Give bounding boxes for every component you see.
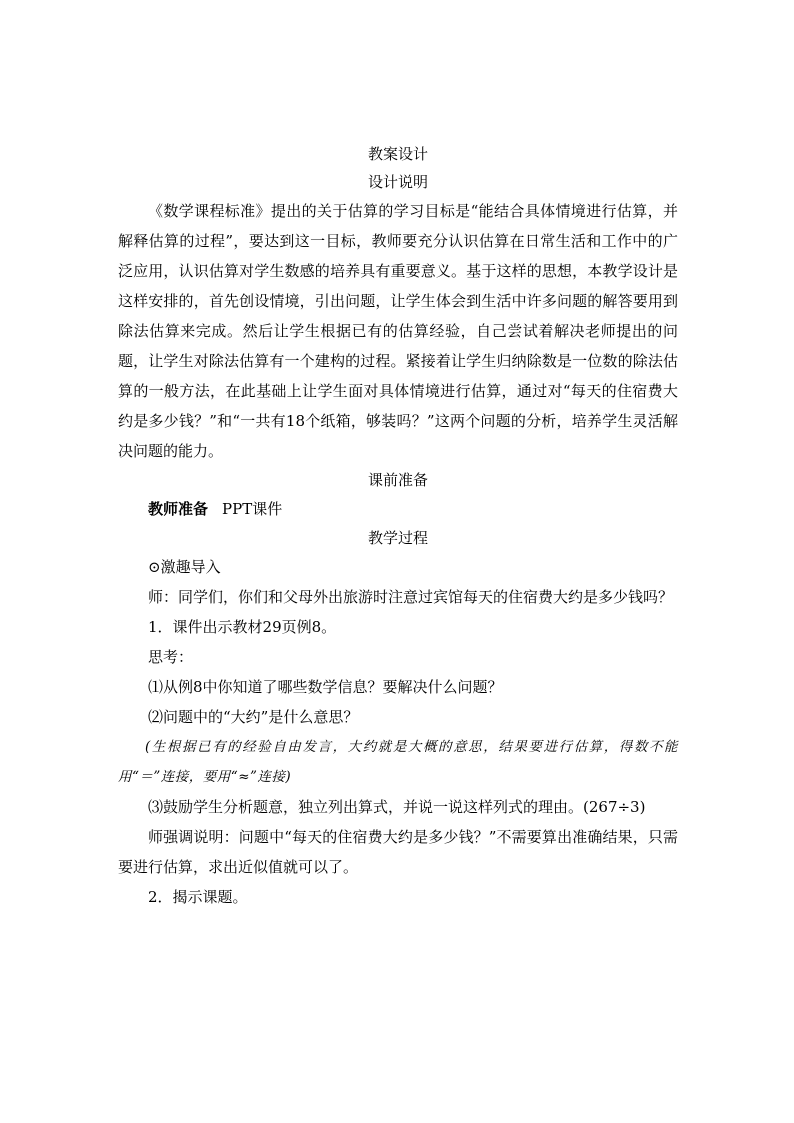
intro-heading: ⊙激趣导入 <box>148 558 221 576</box>
document-body <box>118 140 678 912</box>
question-3: ⑶鼓励学生分析题意，独立列出算式，并说一说这样列式的理由。(267÷3) <box>148 798 646 816</box>
think-label: 思考： <box>148 648 194 666</box>
preparation-line <box>118 494 678 524</box>
section-heading-design-note: 设计说明 <box>367 173 428 191</box>
page-title: 教案设计 <box>367 145 428 163</box>
section-heading-preparation: 课前准备 <box>367 471 428 489</box>
step-1: 1．课件出示教材29页例8。 <box>148 618 337 636</box>
step-2: 2．揭示课题。 <box>148 888 248 906</box>
prep-value: PPT课件 <box>222 500 283 518</box>
prep-label: 教师准备 <box>148 500 209 518</box>
design-paragraph: 《数学课程标准》提出的关于估算的学习目标是“能结合具体情境进行估算，并解释估算的过程”，要达到这一目标，教师要充分认识估算在日常生活和工作中的广泛应用，认识估算对学生数感的培养具有重要意义。基于这样的思想，本教学设计是这样安排的，首先创设情境，引出问题，让学生体会到生活中许多问题的解答要用到除法估算来完成。然后让学生根据已有的估算经验，自己尝试着解决老师提出的问题，让学生对除法估算有一个建构的过程。紧接着让学生归纳除数是一位数的除法估算的一般方法，在此基础上让学生面对具体情境进行估算，通过对“每天的住宿费大约是多少钱？”和“一共有18个纸箱，够装吗？”这两个问题的分析，培养学生灵活解决问题的能力。 <box>118 202 678 460</box>
question-1: ⑴从例8中你知道了哪些数学信息？要解决什么问题？ <box>148 678 503 696</box>
section-heading-process: 教学过程 <box>367 529 428 547</box>
teacher-question: 师：同学们，你们和父母外出旅游时注意过宾馆每天的住宿费大约是多少钱吗？ <box>148 588 674 606</box>
teacher-emphasis: 师强调说明：问题中“每天的住宿费大约是多少钱？”不需要算出准确结果，只需要进行估算，求出近似值就可以了。 <box>118 828 678 876</box>
question-2: ⑵问题中的“大约”是什么意思？ <box>148 708 359 726</box>
student-note: (生根据已有的经验自由发言，大约就是大概的意思，结果要进行估算，得数不能用“＝”连接，要用“≈”连接) <box>118 739 678 785</box>
